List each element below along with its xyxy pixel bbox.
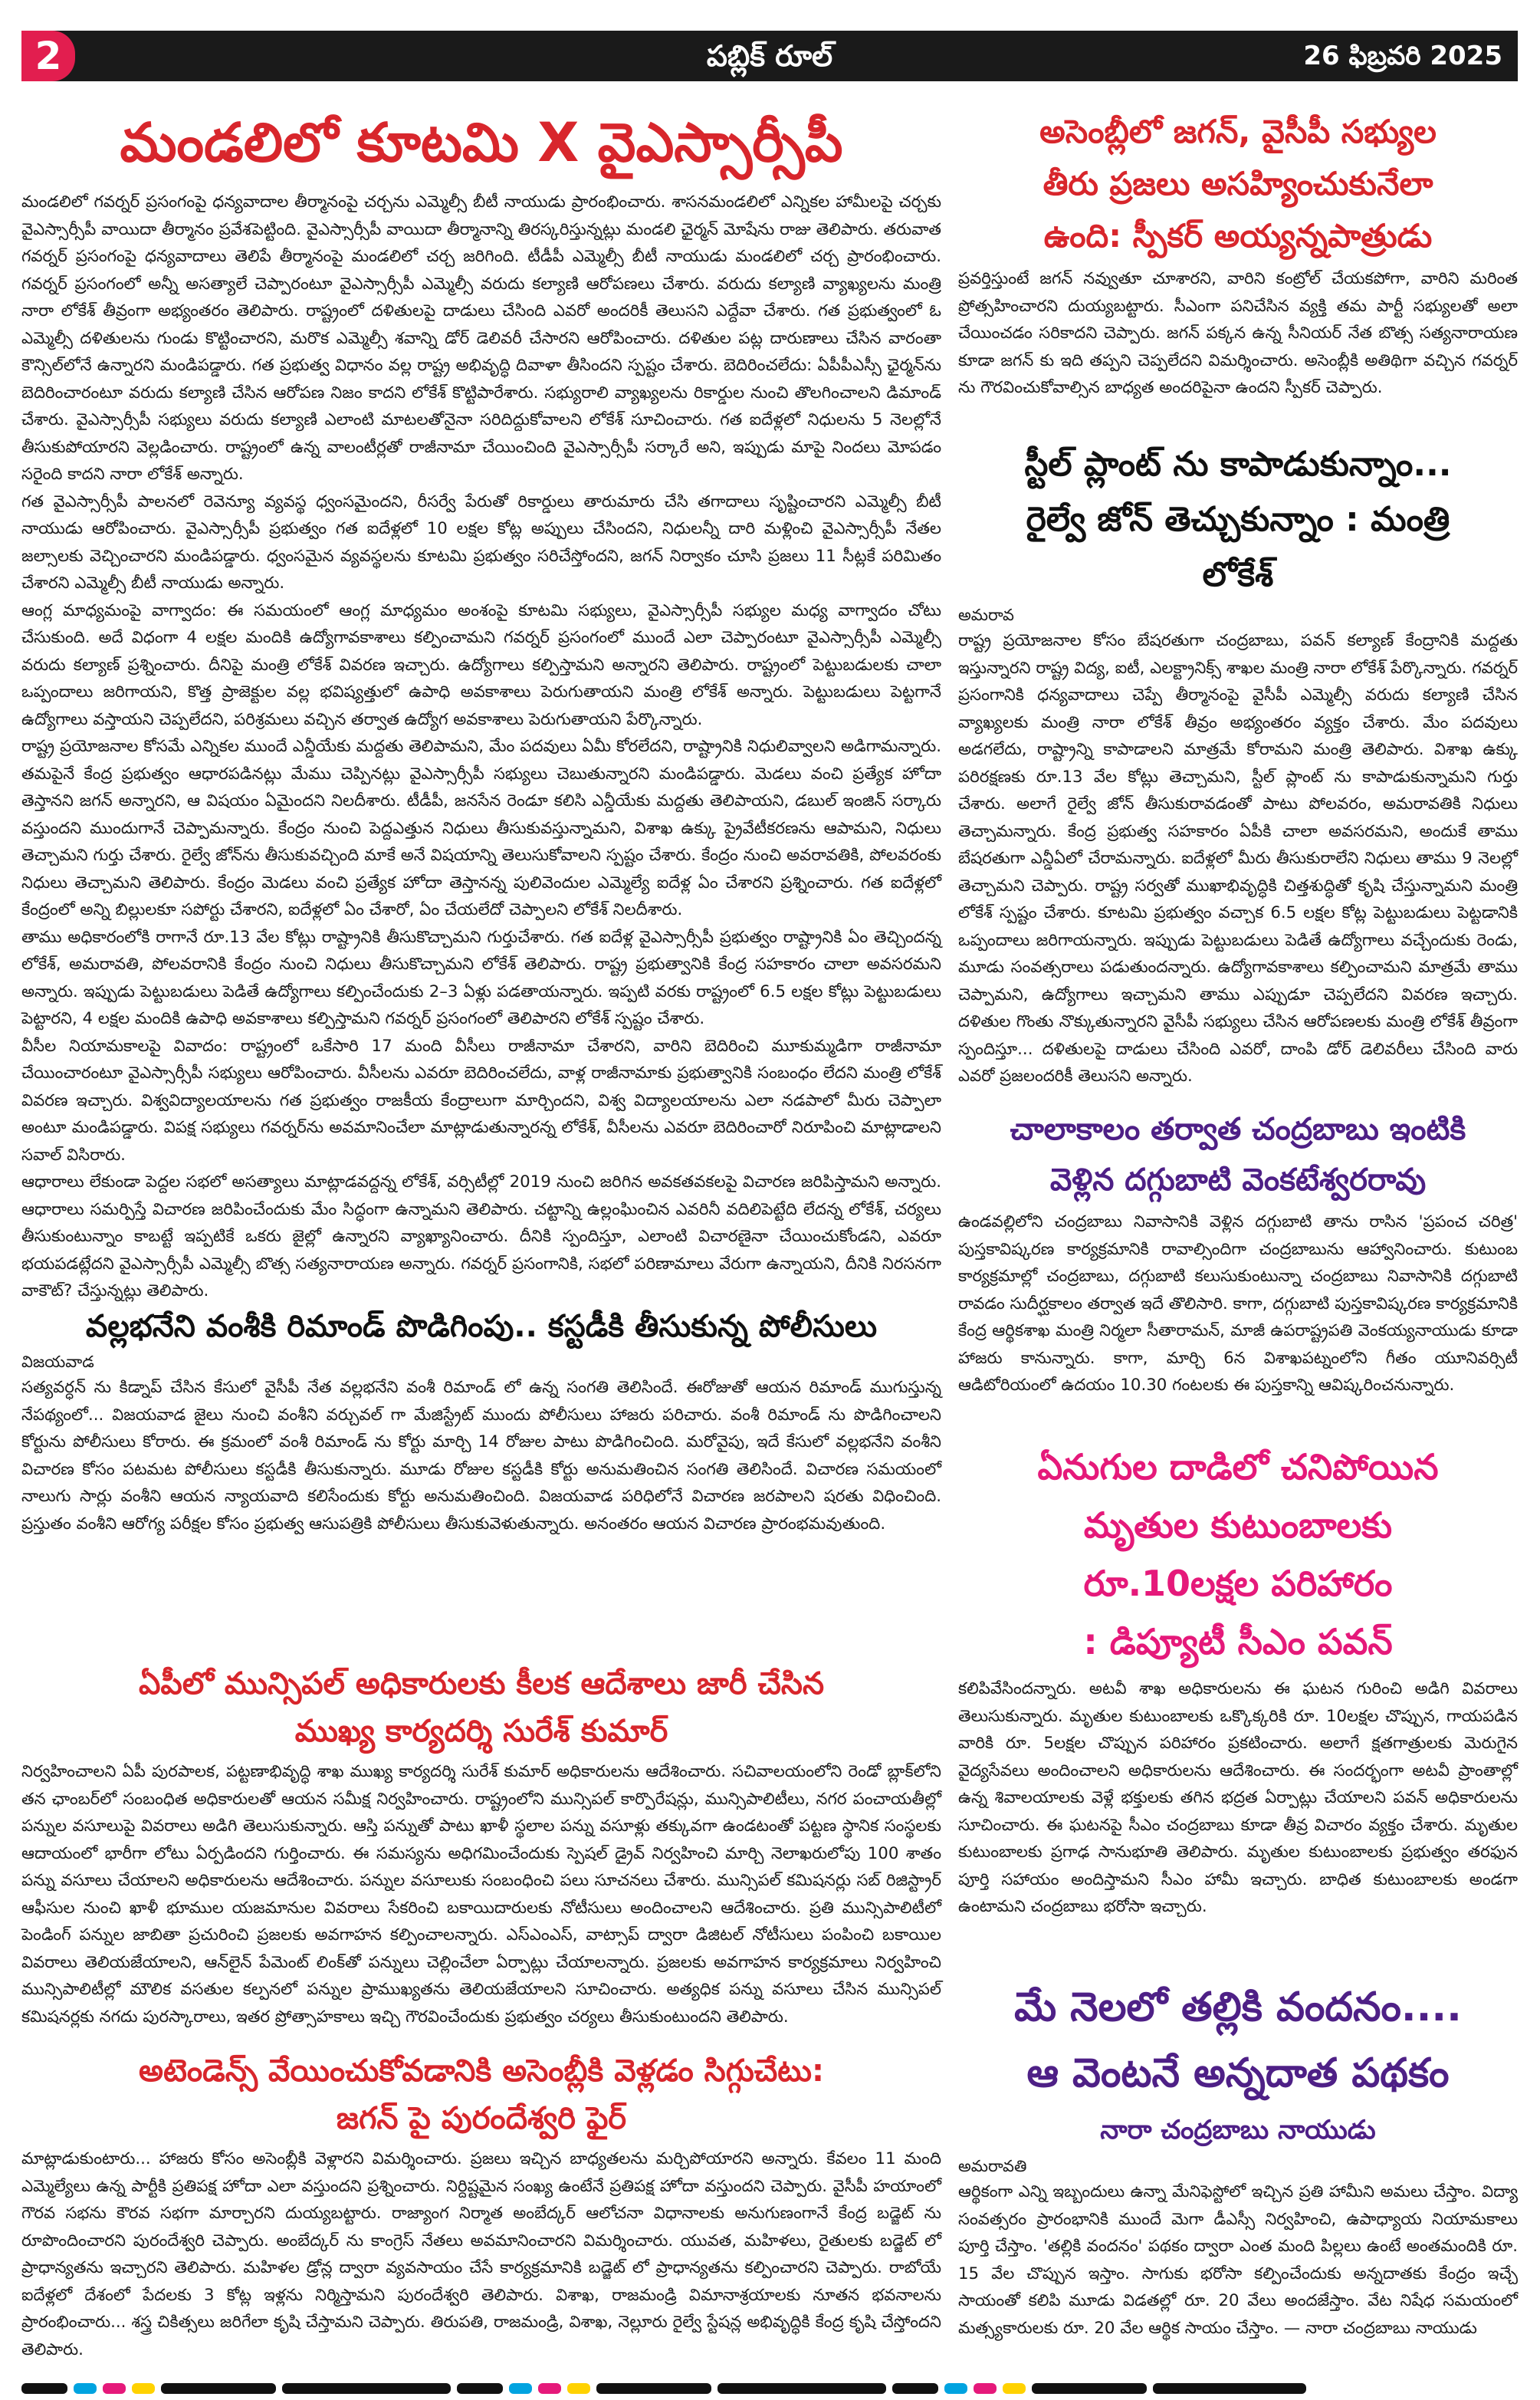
article-body: [958, 1675, 1518, 1959]
headline-line-1: స్టీల్ ప్లాంట్ ను కాపాడుకున్నాం...: [1024, 445, 1452, 484]
strip-segment: [974, 2383, 997, 2394]
headline-line-2: ఆ వెంటనే అన్నదాత పథకం: [1026, 2050, 1450, 2096]
strip-segment: [944, 2383, 967, 2394]
article-body: [958, 627, 1518, 1095]
article-daggubati: [958, 1104, 1518, 1426]
article-kutami: [21, 106, 941, 1300]
strip-segment: [21, 2383, 67, 2394]
article-body: [958, 1208, 1518, 1415]
headline-line-2: తీరు ప్రజలు అసహ్యించుకునేలా: [1043, 165, 1433, 202]
strip-segment: [457, 2383, 503, 2394]
article-purandeswari: [21, 2047, 941, 2373]
paragraph: కలిపివేసిందన్నారు. అటవీ శాఖ అధికారులను ఈ ఘటన గురించి అడిగి వివరాలు తెలుసుకున్నారు. మృతుల కుటుంబాలకు ఒక్కొక్కరికి రూ. 10లక్షల చొప్పున, గాయపడిన వారికి రూ. 5లక్షల చొప్పున పరిహారం ప్రకటించారు. అలాగే క్షతగాత్రులకు మెరుగైన వైద్యసేవలు అందించాలని అధికారులను ఆదేశించారు. ఈ సందర్భంగా అటవీ ప్రాంతాల్లో ఉన్న శివాలయాలకు వెళ్లే భక్తులకు తగిన భద్రత ఏర్పాట్లు చేయాలని పవన్ అధికారులను సూచించారు. ఈ ఘటనపై సీఎం చంద్రబాబు కూడా తీవ్ర విచారం వ్యక్తం చేశారు. మృతుల కుటుంబాలకు ప్రగాఢ సానుభూతి తెలిపారు. మృతుల కుటుంబాలకు ప్రభుత్వం తరఫున పూర్తి సహాయం అందిస్తామని సీఎం హామీ ఇచ్చారు. బాధిత కుటుంబాలకు అండగా ఉంటామని చంద్రబాబు భరోసా ఇచ్చారు.: [958, 1679, 1518, 1916]
headline-line-3: ఉంది: స్పీకర్ అయ్యన్నపాత్రుడు: [1043, 217, 1433, 255]
dateline: అమరావ: [958, 606, 1014, 624]
strip-segment: [74, 2383, 97, 2394]
paragraph: సత్యవర్ధన్ ను కిడ్నాప్ చేసిన కేసులో వైసీపీ నేత వల్లభనేని వంశీ రిమాండ్ లో ఉన్న సంగతి తెలిసిందే. ఈరోజుతో ఆయన రిమాండ్ ముగుస్తున్న నేపథ్యంలో... విజయవాడ జైలు నుంచి వంశీని వర్చువల్ గా మేజిస్ట్రేట్ ముందు పోలీసులు హాజరు పరిచారు. వంశీ రిమాండ్ ను పొడిగించాలని కోర్టును పోలీసులు కోరారు. ఈ క్రమంలో వంశీ రిమాండ్ ను కోర్టు మార్చి 14 రోజుల పాటు పొడిగించింది. మరోవైపు, ఇదే కేసులో వల్లభనేని వంశీని విచారణ కోసం పటమట పోలీసులు కస్టడీకి తీసుకున్నారు. మూడు రోజుల కస్టడీకి కోర్టు అనుమతించిన సంగతి తెలిసిందే. విచారణ సమయంలో నాలుగు సార్లు వంశీని ఆయన న్యాయవాది కలిసేందుకు కోర్టు అనుమతించింది. విజయవాడ పరిధిలోనే విచారణ జరపాలని షరతు విధించింది. ప్రస్తుతం వంశీని ఆరోగ్య పరీక్షల కోసం ప్రభుత్వ ఆసుపత్రికి పోలీసులు తీసుకువెళుతున్నారు. అనంతరం ఆయన విచారణ ప్రారంభమవుతుంది.: [21, 1378, 941, 1534]
paragraph: మండలిలో గవర్నర్ ప్రసంగంపై ధన్యవాదాల తీర్మానంపై చర్చను ఎమ్మెల్సీ బీటీ నాయుడు ప్రారంభించారు. శాసనమండలిలో ఎన్నికల హామీలపై చర్చకు వైఎస్సార్సీపీ వాయిదా తీర్మానం ప్రవేశపెట్టింది. వైఎస్సార్సీపీ వాయిదా తీర్మానాన్ని తిరస్కరిస్తున్నట్లు మండలి ఛైర్మన్ మోషేను రాజు తెలిపారు. తరువాత గవర్నర్ ప్రసంగంపై ధన్యవాదాలు తెలిపే తీర్మానంపై మండలిలో చర్చ జరిగింది. టీడీపీ ఎమ్మెల్సీ బీటీ నాయుడు మండలిలో చర్చ ప్రారంభించారు. గవర్నర్ ప్రసంగంలో అన్నీ అసత్యాలే చెప్పారంటూ వైఎస్సార్సీపీ ఎమ్మెల్సీ వరుదు కల్యాణి ఆరోపణలు చేశారు. వరుదు కల్యాణి వ్యాఖ్యలను మంత్రి నారా లోకేశ్ తీవ్రంగా అభ్యంతరం తెలిపారు. రాష్ట్రంలో దళితులపై దాడులు చేసింది ఎవరో అందరికీ తెలుసని ఎద్దేవా చేశారు. గత ప్రభుత్వంలో ఓ ఎమ్మెల్సీ దళితులను గుండు కొట్టించారని, మరొక ఎమ్మెల్సీ శవాన్ని డోర్ డెలివరీ చేసారని ఆరోపించారు. దళితుల పట్ల దారుణాలు చేసిన వారంతా కౌన్సిల్‌లోనే ఉన్నారని మండిపడ్డారు. గత ప్రభుత్వ విధానం వల్ల రాష్ట్ర అభివృద్ధి దివాళా తీసిందని స్పష్టం చేశారు. బెదిరించలేదు: ఏపీపీఎస్సీ ఛైర్మన్‌ను బెదిరించారంటూ వరుదు కల్యాణి చేసిన ఆరోపణ నిజం కాదని లోకేశ్ కొట్టిపారేశారు. సభ్యురాలి వ్యాఖ్యలను రికార్డుల నుంచి తొలగించాలని డిమాండ్ చేశారు. వైఎస్సార్సీపీ సభ్యులు వరుదు కల్యాణి ఎలాంటి మాటలతోనైనా సరిదిద్దుకోవాలని లోకేశ్ సూచించారు. గత ఐదేళ్లలో నిధులను 5 నెలల్లోనే తీసుకుపోయారని వెల్లడించారు. రాష్ట్రంలో ఉన్న వాలంటీర్లతో రాజీనామా చేయించింది వైఎస్సార్సీపీ సర్కారే అని, ఇప్పుడు మాపై నిందలు మోపడం సరైంది కాదని నారా లోకేశ్ అన్నారు.: [21, 192, 941, 484]
page-number-badge: 2: [21, 31, 75, 81]
headline-line-1: మే నెలలో తల్లికి వందనం....: [1014, 1984, 1462, 2030]
paragraph: ఉండవల్లిలోని చంద్రబాబు నివాసానికి వెళ్లిన దగ్గుబాటి తాను రాసిన 'ప్రపంచ చరిత్ర' పుస్తకావిష్కరణ కార్యక్రమానికి రావాల్సిందిగా చంద్రబాబును ఆహ్వానించారు. కుటుంబ కార్యక్రమాల్లో చంద్రబాబు, దగ్గుబాటి కలుసుకుంటున్నా చంద్రబాబు నివాసానికి దగ్గుబాటి రావడం సుదీర్ఘకాలం తర్వాత ఇదే తొలిసారి. కాగా, దగ్గుబాటి పుస్తకావిష్కరణ కార్యక్రమానికి కేంద్ర ఆర్థికశాఖ మంత్రి నిర్మలా సీతారామన్, మాజీ ఉపరాష్ట్రపతి వెంకయ్యనాయుడు కూడా హాజరు కానున్నారు. కాగా, మార్చి 6న విశాఖపట్నంలోని గీతం యూనివర్సిటీ ఆడిటోరియంలో ఉదయం 10.30 గంటలకు ఈ పుస్తకాన్ని ఆవిష్కరించనున్నారు.: [958, 1212, 1518, 1395]
article-body: [958, 265, 1518, 423]
headline-line-1: ఏపీలో మున్సిపల్ అధికారులకు కీలక ఆదేశాలు జారీ చేసిన: [138, 1666, 825, 1701]
strip-segment: [1003, 2383, 1026, 2394]
strip-segment: [1032, 2383, 1147, 2394]
newspaper-name: పబ్లిక్ రూల్: [706, 39, 833, 73]
paragraph: తాము అధికారంలోకి రాగానే రూ.13 వేల కోట్లు రాష్ట్రానికి తీసుకొచ్చామని గుర్తుచేశారు. గత ఐదేళ్ల వైఎస్సార్సీపీ ప్రభుత్వం రాష్ట్రానికి ఏం తెచ్చిందన్న లోకేశ్, అమరావతి, పోలవరానికి కేంద్రం నుంచి నిధులు తీసుకొచ్చామని లోకేశ్ తెలిపారు. రాష్ట్ర ప్రభుత్వానికి కేంద్ర సహకారం చాలా అవసరమని అన్నారు. ఇప్పుడు పెట్టుబడులు పెడితే ఉద్యోగాలు కల్పించేందుకు 2–3 ఏళ్లు పడతాయన్నారు. ఇప్పటి వరకు రాష్ట్రంలో 6.5 లక్షల కోట్లు పెట్టుబడులు పెట్టారని, 4 లక్షల మందికి ఉపాధి అవకాశాలు కల్పిస్తామని గవర్నర్ ప్రసంగంలో తెలిపారని లోకేశ్ స్పష్టం చేశారు.: [21, 927, 941, 1028]
dateline: విజయవాడ: [21, 1353, 94, 1371]
article-elephant: [958, 1438, 1518, 1967]
strip-segment: [596, 2383, 711, 2394]
headline-line-2: మృతుల కుటుంబాలకు: [1083, 1504, 1393, 1546]
paragraph: ఆర్థికంగా ఎన్ని ఇబ్బందులు ఉన్నా మేనిఫెస్టోలో ఇచ్చిన ప్రతి హామీని అమలు చేస్తాం. విద్యా సంవత్సరం ప్రారంభానికి ముందే మెగా డీఎస్సీ నిర్వహించి, ఉపాధ్యాయ నియామకాలు పూర్తి చేస్తాం. 'తల్లికి వందనం' పథకం ద్వారా ఎంత మంది పిల్లలు ఉంటే అంతమందికి రూ. 15 వేల చొప్పున ఇస్తాం. సాగుకు భరోసా కల్పించేందుకు అన్నదాతకు కేంద్రం ఇచ్చే సాయంతో కలిపి మూడు విడతల్లో రూ. 20 వేలు అందజేస్తాం. వేట నిషేధ సమయంలో మత్స్యకారులకు రూ. 20 వేల ఆర్థిక సాయం చేస్తాం. — నారా చంద్రబాబు నాయుడు: [958, 2182, 1518, 2338]
headline-line-3: లోకేశ్: [1202, 555, 1274, 594]
paragraph: రాష్ట్ర ప్రయోజనాల కోసం బేషరతుగా చంద్రబాబు, పవన్ కల్యాణ్ కేంద్రానికి మద్దతు ఇస్తున్నారని రాష్ట్ర విద్య, ఐటీ, ఎలక్ట్రానిక్స్ శాఖల మంత్రి నారా లోకేశ్ పేర్కొన్నారు. గవర్నర్ ప్రసంగానికి ధన్యవాదాలు చెప్పే తీర్మానంపై వైసీపీ ఎమ్మెల్సీ వరుదు కల్యాణి చేసిన వ్యాఖ్యలకు మంత్రి నారా లోకేశ్ తీవ్రం అభ్యంతరం వ్యక్తం చేశారు. మేం పదవులు అడగలేదు, రాష్ట్రాన్ని కాపాడాలని మాత్రమే కోరామని మంత్రి తెలిపారు. విశాఖ ఉక్కు పరిరక్షణకు రూ.13 వేల కోట్లు తెచ్చామని, స్టీల్ ప్లాంట్ ను కాపాడుకున్నామని గుర్తు చేశారు. అలాగే రైల్వే జోన్ తీసుకురావడంతో పాటు పోలవరం, అమరావతికి నిధులు తెచ్చామన్నారు. కేంద్ర ప్రభుత్వ సహకారం ఏపీకి చాలా అవసరమని, అందుకే తాము బేషరతుగా ఎన్డీఏలో చేరామన్నారు. ఐదేళ్లలో మీరు తీసుకురాలేని నిధులు తాము 9 నెలల్లో తెచ్చామని చెప్పారు. రాష్ట్ర సర్వతో ముఖాభివృద్ధికి చిత్తశుద్ధితో కృషి చేస్తున్నామని మంత్రి లోకేశ్ స్పష్టం చేశారు. కూటమి ప్రభుత్వం వచ్చాక 6.5 లక్షల కోట్ల పెట్టుబడులు పెట్టడానికి ఒప్పందాలు జరిగాయన్నారు. ఇప్పుడు పెట్టుబడులు పెడితే ఉద్యోగాలు వచ్చేందుకు రెండు, మూడు సంవత్సరాలు పడుతుందన్నారు. ఉద్యోగావకాశాలు కల్పించామని మాత్రమే తాము చెప్పామని, ఉద్యోగాలు ఇచ్చామని తాము ఎప్పుడూ చెప్పలేదని వివరణ ఇచ్చారు. దళితుల గొంతు నొక్కుతున్నారని వైసీపీ సభ్యులు చేసిన ఆరోపణలకు మంత్రి లోకేశ్ తీవ్రంగా స్పందిస్తూ... దళితులపై దాడులు చేసింది ఎవరో, దాంపి డోర్ డెలివరీలు చేసింది వారు ఎవరో ప్రజలందరికీ తెలుసని అన్నారు.: [958, 631, 1518, 1086]
paragraph: రాష్ట్ర ప్రయోజనాల కోసమే ఎన్నికల ముందే ఎన్డీయేకు మద్దతు తెలిపామని, మేం పదవులు ఏమీ కోరలేదని, రాష్ట్రానికి నిధులివ్వాలని అడిగామన్నారు. తమపైనే కేంద్ర ప్రభుత్వం ఆధారపడినట్లు మేము చెప్పినట్లు వైఎస్సార్సీపీ సభ్యులు చెబుతున్నారని మండిపడ్డారు. మెడలు వంచి ప్రత్యేక హోదా తెస్తానని జగన్ అన్నారని, ఆ విషయం ఏమైందని నిలదీశారు. టీడీపీ, జనసేన రెండూ కలిసి ఎన్డీయేకు మద్దతు తెలిపాయని, డబుల్ ఇంజిన్ సర్కారు వస్తుందని ముందుగానే చెప్పామన్నారు. కేంద్రం నుంచి పెద్దఎత్తున నిధులు తీసుకువస్తున్నామని, విశాఖ ఉక్కు ప్రైవేటీకరణను ఆపామని, నిధులు తెచ్చామని గుర్తు చేశారు. రైల్వే జోన్‌ను తీసుకువచ్చింది మాకే అనే విషయాన్ని తెలుసుకోవాలని స్పష్టం చేశారు. కేంద్రం నుంచి అవరావతికి, పోలవరంకు నిధులు తెచ్చామని తెలిపారు. కేంద్రం మెడలు వంచి ప్రత్యేక హోదా తెస్తానన్న పులివెందుల ఎమ్మెల్యే ఐదేళ్ల ఏం చేశారని ప్రశ్నించారు. గత ఐదేళ్లలో కేంద్రంలో అన్ని బిల్లులకూ సపోర్టు చేశారని, ఐదేళ్లలో ఏం చేశారో, ఏం చేయలేదో చెప్పాలని లోకేశ్ నిలదీశారు.: [21, 737, 941, 919]
strip-segment: [1153, 2383, 1306, 2394]
dateline: అమరావతి: [958, 2157, 1027, 2175]
strip-segment: [567, 2383, 590, 2394]
headline: మండలిలో కూటమి X వైఎస్సార్సీపీ: [120, 111, 843, 174]
headline: వల్లభనేని వంశీకి రిమాండ్ పొడిగింపు.. కస్టడీకి తీసుకున్న పోలీసులు: [85, 1309, 878, 1344]
article-body: [21, 189, 941, 1300]
article-body: [21, 1374, 941, 1647]
strip-segment: [509, 2383, 532, 2394]
article-speaker: [958, 106, 1518, 428]
paragraph: వీసీల నియామకాలపై వివాదం: రాష్ట్రంలో ఒకేసారి 17 మంది వీసీలు రాజీనామా చేశారని, వారిని బెదిరించి మూకుమ్మడిగా రాజీనామా చేయించారంటూ వైఎస్సార్సీపీ సభ్యులు ఆరోపించారు. వీసీలను ఎవరూ బెదిరించలేదు, వాళ్ల రాజీనామాకు ప్రభుత్వానికి సంబంధం లేదని మంత్రి లోకేశ్ వివరణ ఇచ్చారు. విశ్వవిద్యాలయాలను గత ప్రభుత్వం రాజకీయ కేంద్రాలుగా మార్చిందని, విశ్వ విద్యాలయాలను ఎలా నడపాలో మీరు చెప్పాలా అంటూ మండిపడ్డారు. విపక్ష సభ్యులు గవర్నర్‌ను అవమానించేలా మాట్లాడుతున్నారన్న లోకేశ్, వీసీలను ఎవరూ బెదిరించారో నిరూపించి మాట్లాడాలని సవాల్ విసిరారు.: [21, 1036, 941, 1165]
headline-line-1: చాలాకాలం తర్వాత చంద్రబాబు ఇంటికి: [1010, 1112, 1466, 1147]
byline-headline: నారా చంద్రబాబు నాయుడు: [1100, 2115, 1376, 2145]
headline-line-1: అసెంబ్లీలో జగన్, వైసీపీ సభ్యుల: [1039, 113, 1437, 150]
headline-line-1: ఏనుగుల దాడిలో చనిపోయిన: [1037, 1446, 1439, 1488]
headline-line-1: అటెండెన్స్ వేయించుకోవడానికి అసెంబ్లీకి వెళ్లడం సిగ్గుచేటు:: [138, 2053, 825, 2089]
paragraph: గత వైఎస్సార్సీపీ పాలనలో రెవెన్యూ వ్యవస్థ ధ్వంసమైందని, రీసర్వే పేరుతో రికార్డులు తారుమారు చేసి తగాదాలు సృష్టించారని ఎమ్మెల్సీ బీటీ నాయుడు ఆరోపించారు. వైఎస్సార్సీపీ ప్రభుత్వం గత ఐదేళ్లలో 10 లక్షల కోట్ల అప్పులు చేసిందని, నిధులన్నీ దారి మళ్లించి వైఎస్సార్సీపీ నేతల జల్సాలకు వెచ్చించారని మండిపడ్డారు. ధ్వంసమైన వ్యవస్థలను కూటమి ప్రభుత్వం సరిచేస్తోందని, జగన్ నిర్వాకం చూసి ప్రజలు 11 సీట్లకే పరిమితం చేశారని ఎమ్మెల్సీ బీటీ నాయుడు అన్నారు.: [21, 492, 941, 593]
article-steel-plant: [958, 437, 1518, 1096]
footer-color-strip: [21, 2383, 1518, 2394]
headline-line-2: రైల్వే జోన్ తెచ్చుకున్నాం : మంత్రి: [1026, 500, 1450, 539]
strip-segment: [132, 2383, 155, 2394]
headline-line-2: వెళ్లిన దగ్గుబాటి వెంకటేశ్వరరావు: [1049, 1162, 1427, 1198]
article-body: [958, 2178, 1518, 2347]
strip-segment: [892, 2383, 938, 2394]
strip-segment: [103, 2383, 126, 2394]
paragraph: మాట్లాడుకుంటారు... హాజరు కోసం అసెంబ్లీకి వెళ్లారని విమర్శించారు. ప్రజలు ఇచ్చిన బాధ్యతలను మర్చిపోయారని అన్నారు. కేవలం 11 మంది ఎమ్మెల్యేలు ఉన్న పార్టీకి ప్రతిపక్ష హోదా ఎలా వస్తుందని ప్రశ్నించారు. నిర్దిష్టమైన సంఖ్య ఉంటేనే ప్రతిపక్ష హోదా వస్తుందని చెప్పారు. వైసీపీ హయాంలో గౌరవ సభను కౌరవ సభగా మార్చారని దుయ్యబట్టారు. రాజ్యాంగ నిర్మాత అంబేద్కర్ ఆలోచనా విధానాలకు అనుగుణంగానే కేంద్ర బడ్జెట్ ను రూపొందించారని పురందేశ్వరి చెప్పారు. అంబేద్కర్ ను కాంగ్రెస్ నేతలు అవమానించారని విమర్శించారు. యువత, మహిళలు, రైతులకు బడ్జెట్ లో ప్రాధాన్యతను ఇచ్చారని తెలిపారు. మహిళల డ్రోన్ల ద్వారా వ్యవసాయం చేసే కార్యక్రమానికి బడ్జెట్ లో ప్రాధాన్యతను కల్పించారని చెప్పారు. రాబోయే ఐదేళ్లలో దేశంలో పేదలకు 3 కోట్ల ఇళ్లను నిర్మిస్తామని పురందేశ్వరి తెలిపారు. విశాఖ, రాజమండ్రి విమానాశ్రయాలకు నూతన భవనాలను ప్రారంభించారు... శస్త్ర చికిత్సలు జరిగేలా కృషి చేస్తామని చెప్పారు. తిరుపతి, రాజమండ్రి, విశాఖ, నెల్లూరు రైల్వే స్టేషన్ల అభివృద్ధికి కేంద్ర కృషి చేస్తోందని తెలిపారు.: [21, 2149, 941, 2359]
paragraph: ఆధారాలు లేకుండా పెద్దల సభలో అసత్యాలు మాట్లాడవద్దన్న లోకేశ్, వర్సిటీల్లో 2019 నుంచి జరిగిన అవకతవకలపై విచారణ జరిపిస్తామని అన్నారు. ఆధారాలు సమర్పిస్తే విచారణ జరిపించేందుకు మేం సిద్ధంగా ఉన్నామని తెలిపారు. చట్టాన్ని ఉల్లంఘించిన ఎవరినీ వదిలిపెట్టేది లేదన్న లోకేశ్, చర్యలు తీసుకుంటున్నాం కాబట్టే ఇప్పటికే ఒకరు జైల్లో ఉన్నారని వ్యాఖ్యానించారు. దీనికి స్పందిస్తూ, ఎలాంటి విచారణైనా చేయించుకోండని, ఎవరూ భయపడట్లేదని వైఎస్సార్సీపీ ఎమ్మెల్సీ బొత్స సత్యనారాయణ అన్నారు. గవర్నర్ ప్రసంగానికి, సభలో పరిణామాలు వేరుగా ఉన్నాయని, దీనికి నిరసనగా వాకౌట్? చేస్తున్నట్లు తెలిపారు.: [21, 1172, 941, 1300]
strip-segment: [538, 2383, 561, 2394]
article-vamsi: [21, 1304, 941, 1652]
headline-line-2: ముఖ్య కార్యదర్శి సురేశ్ కుమార్: [294, 1714, 668, 1749]
strip-segment: [282, 2383, 451, 2394]
issue-date: 26 ఫిబ్రవరి 2025: [1303, 41, 1502, 71]
headline-line-4: : డిప్యూటీ సీఎం పవన్: [1083, 1621, 1393, 1662]
headline-line-3: రూ.10లక్షల పరిహారం: [1083, 1563, 1393, 1604]
paragraph: ప్రవర్తిస్తుంటే జగన్ నవ్వుతూ చూశారని, వారిని కంట్రోల్ చేయకపోగా, వారిని మరింత ప్రోత్సహించారని దుయ్యబట్టారు. సీఎంగా పనిచేసిన వ్యక్తి తమ పార్టీ సభ్యులతో అలా చేయించడం సరికాదని చెప్పారు. జగన్ పక్కన ఉన్న సీనియర్ నేత బొత్స సత్యనారాయణ కూడా జగన్ కు ఇది తప్పని చెప్పలేదని విమర్శించారు. అసెంబ్లీకి అతిథిగా వచ్చిన గవర్నర్ ను గౌరవించుకోవాల్సిన బాధ్యత అందరిపైనా ఉందని స్పీకర్ చెప్పారు.: [958, 269, 1518, 397]
article-body: [21, 1758, 941, 2034]
paragraph: ఆంగ్ల మాధ్యమంపై వాగ్వాదం: ఈ సమయంలో ఆంగ్ల మాధ్యమం అంశంపై కూటమి సభ్యులు, వైఎస్సార్సీపీ సభ్యుల మధ్య వాగ్వాదం చోటు చేసుకుంది. అదే విధంగా 4 లక్షల మందికి ఉద్యోగావకాశాలు కల్పించామని గవర్నర్ ప్రసంగంలో ముందే ఎలా చెప్పారంటూ వైఎస్సార్సీపీ ఎమ్మెల్సీ వరుదు కల్యాణ్ ప్రశ్నించారు. దీనిపై మంత్రి లోకేశ్ వివరణ ఇచ్చారు. ఉద్యోగాలు కల్పిస్తామని అన్నారని తెలిపారు. రాష్ట్రంలో పెట్టుబడులకు చాలా ఒప్పందాలు జరిగాయని, కొత్త ప్రాజెక్టుల వల్ల భవిష్యత్తులో ఉపాధి అవకాశాలు పెరుగుతాయని మంత్రి లోకేశ్ అన్నారు. పెట్టుబడులు పెట్టగానే ఉద్యోగాలు వస్తాయని చెప్పలేదని, పరిశ్రమలు వచ్చిన తర్వాత ఉద్యోగ అవకాశాలు పెరుగుతాయని పేర్కొన్నారు.: [21, 600, 941, 729]
strip-segment: [717, 2383, 886, 2394]
article-talliki-vandanam: [958, 1974, 1518, 2377]
paragraph: నిర్వహించాలని ఏపీ పురపాలక, పట్టణాభివృద్ధి శాఖ ముఖ్య కార్యదర్శి సురేశ్ కుమార్ అధికారులను ఆదేశించారు. సచివాలయంలోని రెండో బ్లాక్‌లోని తన ఛాంబర్‌లో సంబంధిత అధికారులతో ఆయన సమీక్ష నిర్వహించారు. రాష్ట్రంలోని మున్సిపల్ కార్పొరేషన్లు, మున్సిపాలిటీలు, నగర పంచాయతీల్లో పన్నుల వసూలుపై వివరాలు అడిగి తెలుసుకున్నారు. ఆస్తి పన్నుతో పాటు ఖాళీ స్థలాల పన్ను వసూళ్లు తక్కువగా ఉండటంతో పట్టణ స్థానిక సంస్థలకు ఆదాయంలో భారీగా లోటు ఏర్పడిందని గుర్తించారు. ఈ సమస్యను అధిగమించేందుకు స్పెషల్ డ్రైవ్ నిర్వహించి మార్చి నెలాఖరులోపు 100 శాతం పన్ను వసూలు చేయాలని అధికారులను ఆదేశించారు. పన్నుల వసూలుకు సంబంధించి పలు సూచనలు చేశారు. మున్సిపల్ కమిషనర్లు సబ్ రిజిస్ట్రార్ ఆఫీసుల నుంచి ఖాళీ భూముల యజమానుల వివరాలు సేకరించి బకాయిదారులకు నోటీసులు అందించాలని ఆదేశించారు. ప్రతి మున్సిపాలిటీలో పెండింగ్ పన్నుల జాబితా ప్రచురించి ప్రజలకు అవగాహన కల్పించాలన్నారు. ఎస్ఎంఎస్, వాట్సాప్ ద్వారా డిజిటల్ నోటీసులు పంపించి బకాయిల వివరాలు తెలియజేయాలని, ఆన్‌లైన్ పేమెంట్ లింక్‌తో పన్నులు చెల్లించేలా ఏర్పాట్లు చేయాలన్నారు. ప్రజలకు అవగాహన కార్యక్రమాలు నిర్వహించి మున్సిపాలిటీల్లో మౌలిక వసతుల కల్పనలో పన్నుల ప్రాముఖ్యతను తెలియజేయాలని సూచించారు. అత్యధిక పన్ను వసూలు చేసిన మున్సిపల్ కమిషనర్లకు నగదు పురస్కారాలు, ఇతర ప్రోత్సాహకాలు ఇచ్చి గౌరవించేందుకు ప్రభుత్వం చర్యలు తీసుకుంటుందని తెలిపారు.: [21, 1762, 941, 2027]
article-body: [21, 2145, 941, 2368]
headline-line-2: జగన్ పై పురందేశ్వరి ఫైర్: [336, 2101, 627, 2136]
masthead: [21, 31, 1518, 81]
strip-segment: [161, 2383, 276, 2394]
article-municipal: [21, 1660, 941, 2040]
